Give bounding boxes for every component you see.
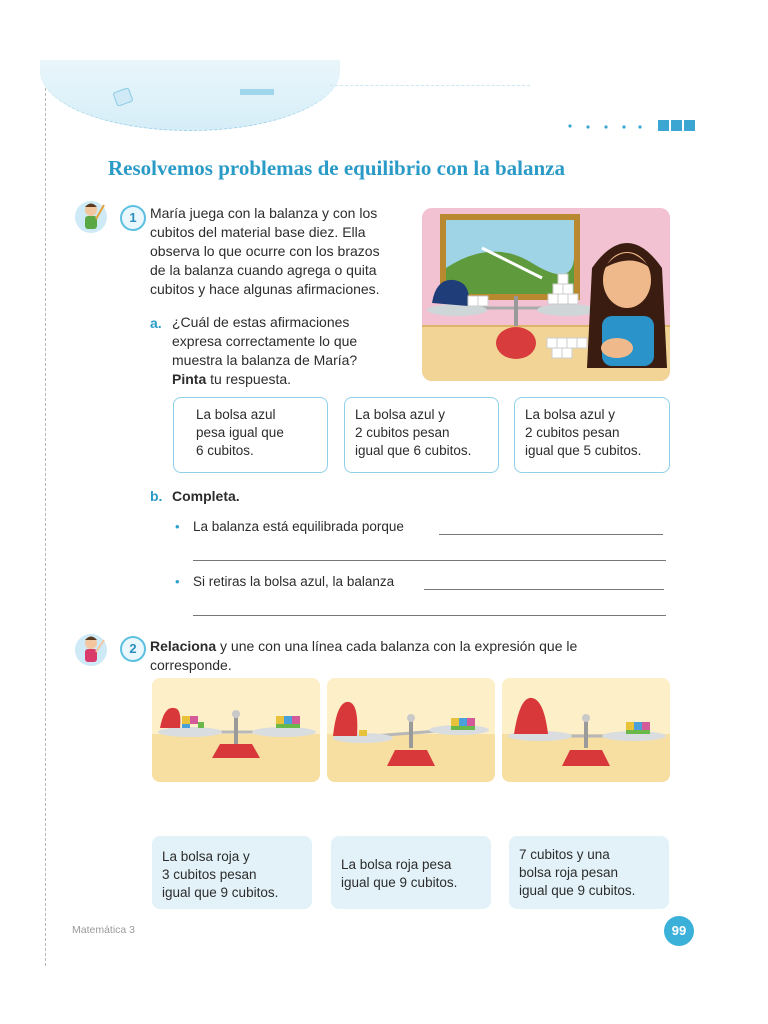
instruction-rest: tu respuesta.	[206, 371, 292, 387]
header-decoration	[40, 60, 340, 131]
intro-line: María juega con la balanza y con los	[150, 205, 378, 221]
expression-line: 3 cubitos pesan	[162, 867, 257, 882]
expression-box-3[interactable]	[509, 836, 669, 909]
instruction-bold: Relaciona	[150, 638, 217, 654]
page-number: 99	[664, 916, 694, 946]
answer-option-3[interactable]	[514, 397, 670, 473]
book-title: Matemática 3	[72, 924, 136, 936]
completion-prompt-1: La balanza está equilibrada porque	[193, 519, 404, 534]
option-line: 2 cubitos pesan	[355, 425, 450, 440]
expression-line: igual que 9 cubitos.	[341, 875, 458, 890]
answer-option-1[interactable]	[173, 397, 328, 473]
part-a-label: a.	[150, 315, 162, 331]
intro-line: de la balanza cuando agrega o quita	[150, 262, 377, 278]
option-line: igual que 5 cubitos.	[525, 443, 642, 458]
page-margin-line	[45, 88, 46, 966]
expression-box-2[interactable]	[331, 836, 491, 909]
header-cubes-decoration	[560, 116, 700, 136]
answer-line[interactable]	[424, 589, 664, 590]
option-line: 6 cubitos.	[196, 443, 254, 458]
bullet-icon: •	[175, 519, 180, 534]
part-b-instruction: Completa.	[172, 488, 240, 504]
expression-line: La bolsa roja pesa	[341, 857, 452, 872]
option-line: La bolsa azul y	[525, 407, 616, 422]
question-line: muestra la balanza de María?	[172, 352, 358, 368]
option-line: La bolsa azul y	[355, 407, 446, 422]
expression-box-1[interactable]	[152, 836, 312, 909]
header-dashed-line	[330, 85, 530, 87]
question-1-number: 1	[120, 205, 146, 231]
option-line: La bolsa azul	[196, 407, 276, 422]
question-2-number: 2	[120, 636, 146, 662]
expression-line: igual que 9 cubitos.	[519, 883, 636, 898]
intro-line: observa lo que ocurre con los brazos	[150, 243, 380, 259]
option-line: pesa igual que	[196, 425, 284, 440]
answer-line[interactable]	[193, 615, 666, 616]
answer-option-2[interactable]	[344, 397, 499, 473]
option-line: 2 cubitos pesan	[525, 425, 620, 440]
question-1-intro	[150, 204, 412, 299]
instruction-rest: y une con una línea cada balanza con la expresión que le	[216, 638, 578, 654]
question-line	[172, 370, 402, 389]
expression-line: igual que 9 cubitos.	[162, 885, 279, 900]
expression-line: La bolsa roja y	[162, 849, 250, 864]
balance-panel-1	[152, 678, 320, 782]
student-pointing-icon	[74, 630, 108, 670]
completion-prompt-2: Si retiras la bolsa azul, la balanza	[193, 574, 395, 589]
ruler-icon	[238, 86, 278, 100]
part-b-label: b.	[150, 488, 163, 504]
answer-line[interactable]	[439, 534, 663, 535]
question-line	[150, 637, 670, 656]
student-writing-icon	[74, 197, 108, 237]
question-2-text	[150, 637, 670, 675]
instruction-bold: Pinta	[172, 371, 207, 387]
answer-line[interactable]	[193, 560, 666, 561]
expression-line: 7 cubitos y una	[519, 847, 610, 862]
question-line: ¿Cuál de estas afirmaciones	[172, 314, 350, 330]
intro-line: cubitos y hace algunas afirmaciones.	[150, 281, 380, 297]
question-line: corresponde.	[150, 657, 232, 673]
balance-panel-3	[502, 678, 670, 782]
calculator-icon	[112, 88, 136, 106]
intro-line: cubitos del material base diez. Ella	[150, 224, 366, 240]
expression-line: bolsa roja pesan	[519, 865, 619, 880]
question-line: expresa correctamente lo que	[172, 333, 358, 349]
page-title: Resolvemos problemas de equilibrio con la balanza	[108, 156, 565, 180]
part-a-question	[172, 313, 402, 389]
option-line: igual que 6 cubitos.	[355, 443, 472, 458]
bullet-icon: •	[175, 574, 180, 589]
maria-balance-illustration	[422, 208, 670, 381]
balance-panel-2	[327, 678, 495, 782]
